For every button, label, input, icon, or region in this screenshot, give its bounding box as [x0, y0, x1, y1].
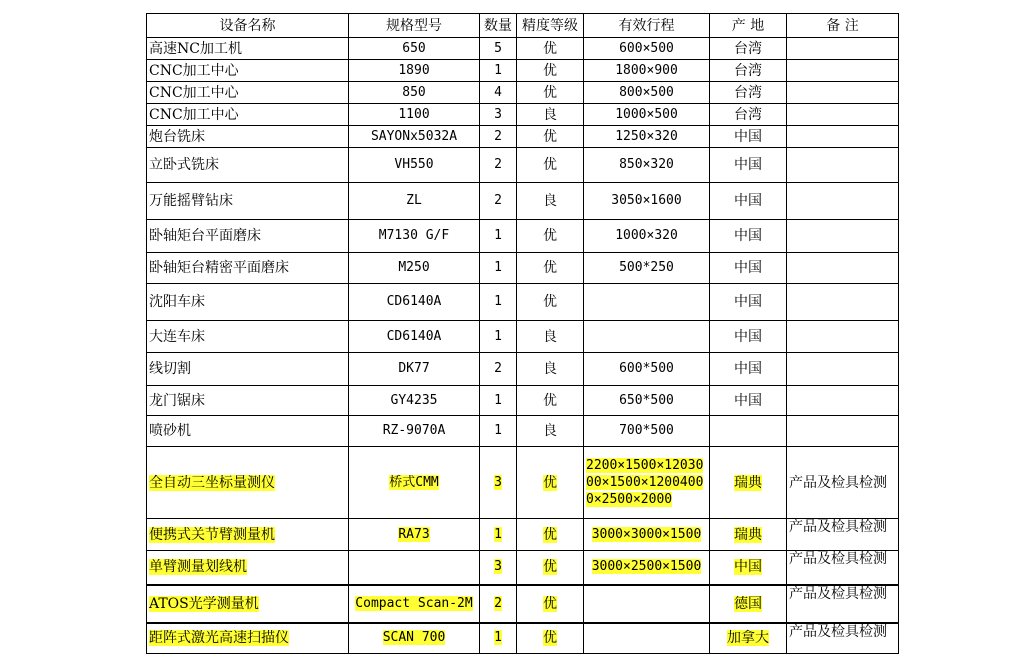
cell-qty: 1 — [480, 60, 517, 82]
cell-origin: 中国 — [710, 126, 787, 148]
cell-origin: 中国 — [710, 183, 787, 220]
cell-grade: 优 — [517, 82, 584, 104]
cell-note: 产品及检具检测 — [787, 519, 899, 551]
cell-note: 产品及检具检测 — [787, 623, 899, 654]
table-row — [147, 623, 899, 654]
cell-name: 大连车床 — [147, 321, 349, 353]
equipment-table — [146, 13, 899, 654]
cell-origin: 瑞典 — [734, 526, 762, 543]
cell-travel: 600*500 — [584, 353, 710, 386]
cell-travel: 2200×1500×1203000×1500×12004000×2500×2000 — [586, 458, 704, 507]
cell-model: 桥式CMM — [389, 474, 439, 490]
header-note: 备 注 — [787, 14, 899, 38]
cell-grade: 优 — [517, 220, 584, 253]
cell-name: 龙门锯床 — [147, 386, 349, 416]
cell-note — [787, 104, 899, 126]
table-row — [147, 253, 899, 284]
cell-note — [787, 126, 899, 148]
cell-qty: 2 — [480, 126, 517, 148]
header-grade: 精度等级 — [517, 14, 584, 38]
cell-grade: 良 — [517, 321, 584, 353]
cell-travel: 850×320 — [584, 148, 710, 183]
cell-origin: 中国 — [710, 386, 787, 416]
table-row — [147, 82, 899, 104]
cell-name: 卧轴矩台平面磨床 — [147, 220, 349, 253]
header-travel: 有效行程 — [584, 14, 710, 38]
cell-travel: 1000×500 — [584, 104, 710, 126]
table-row — [147, 353, 899, 386]
table-row — [147, 447, 899, 519]
cell-qty: 5 — [480, 38, 517, 60]
cell-grade: 优 — [543, 630, 557, 647]
cell-name: CNC加工中心 — [147, 60, 349, 82]
cell-travel: 500*250 — [584, 253, 710, 284]
table-row — [147, 386, 899, 416]
cell-name: 万能摇臂钻床 — [147, 183, 349, 220]
cell-origin: 中国 — [710, 353, 787, 386]
cell-travel: 3050×1600 — [584, 183, 710, 220]
cell-grade: 良 — [517, 353, 584, 386]
cell-origin: 加拿大 — [727, 630, 769, 647]
cell-name: 炮台铣床 — [147, 126, 349, 148]
cell-name: 卧轴矩台精密平面磨床 — [147, 253, 349, 284]
cell-grade: 优 — [543, 595, 557, 612]
cell-name: 喷砂机 — [147, 416, 349, 447]
cell-qty: 2 — [480, 353, 517, 386]
cell-note — [787, 148, 899, 183]
cell-name: 高速NC加工机 — [147, 38, 349, 60]
cell-qty: 4 — [480, 82, 517, 104]
table-row — [147, 60, 899, 82]
cell-qty: 1 — [480, 220, 517, 253]
table-row — [147, 551, 899, 585]
cell-grade: 优 — [517, 148, 584, 183]
cell-origin: 中国 — [710, 284, 787, 321]
cell-model: Compact Scan-2M — [355, 595, 473, 611]
cell-travel — [584, 585, 710, 623]
cell-grade: 优 — [517, 126, 584, 148]
cell-grade: 优 — [517, 284, 584, 321]
cell-note — [787, 416, 899, 447]
cell-model: M7130 G/F — [349, 220, 480, 253]
cell-model: RZ-9070A — [349, 416, 480, 447]
header-qty: 数量 — [480, 14, 517, 38]
table-row — [147, 416, 899, 447]
cell-name: ATOS光学测量机 — [149, 595, 259, 612]
cell-origin: 台湾 — [710, 82, 787, 104]
cell-note — [787, 321, 899, 353]
cell-note — [787, 284, 899, 321]
cell-qty: 1 — [494, 526, 502, 542]
cell-origin: 中国 — [710, 148, 787, 183]
cell-note — [787, 60, 899, 82]
cell-note: 产品及检具检测 — [787, 585, 899, 623]
cell-model: CD6140A — [349, 284, 480, 321]
cell-note — [787, 183, 899, 220]
table-row — [147, 519, 899, 551]
cell-model — [349, 551, 480, 585]
cell-grade: 优 — [517, 60, 584, 82]
cell-name: 单臂测量划线机 — [149, 559, 247, 576]
cell-qty: 2 — [480, 148, 517, 183]
cell-origin: 瑞典 — [734, 474, 762, 491]
table-row — [147, 104, 899, 126]
cell-qty: 1 — [480, 253, 517, 284]
cell-travel: 650*500 — [584, 386, 710, 416]
cell-name: 线切割 — [147, 353, 349, 386]
cell-travel: 800×500 — [584, 82, 710, 104]
cell-name: 全自动三坐标量测仪 — [149, 474, 275, 491]
cell-model: 1890 — [349, 60, 480, 82]
header-name: 设备名称 — [147, 14, 349, 38]
cell-origin: 中国 — [734, 559, 762, 576]
cell-travel: 1250×320 — [584, 126, 710, 148]
cell-origin: 台湾 — [710, 60, 787, 82]
cell-model: SCAN 700 — [382, 630, 446, 646]
cell-name: CNC加工中心 — [147, 104, 349, 126]
cell-model: 650 — [349, 38, 480, 60]
cell-qty: 1 — [480, 416, 517, 447]
table-row — [147, 321, 899, 353]
cell-grade: 优 — [517, 253, 584, 284]
table-row — [147, 38, 899, 60]
cell-name: 便携式关节臂测量机 — [149, 526, 275, 543]
cell-grade: 良 — [517, 416, 584, 447]
cell-grade: 优 — [543, 526, 557, 543]
cell-grade: 优 — [517, 38, 584, 60]
cell-model: RA73 — [398, 526, 430, 542]
header-origin: 产 地 — [710, 14, 787, 38]
cell-qty: 1 — [494, 630, 502, 646]
cell-travel: 700*500 — [584, 416, 710, 447]
cell-qty: 2 — [480, 183, 517, 220]
table-row — [147, 148, 899, 183]
header-row — [147, 14, 899, 38]
cell-travel: 3000×2500×1500 — [591, 559, 702, 575]
cell-model: VH550 — [349, 148, 480, 183]
cell-qty: 1 — [480, 321, 517, 353]
cell-model: 1100 — [349, 104, 480, 126]
table-row — [147, 220, 899, 253]
cell-qty: 1 — [480, 284, 517, 321]
cell-qty: 3 — [480, 104, 517, 126]
cell-grade: 良 — [517, 183, 584, 220]
cell-travel: 1000×320 — [584, 220, 710, 253]
cell-grade: 优 — [517, 386, 584, 416]
cell-origin: 中国 — [710, 321, 787, 353]
cell-travel: 3000×3000×1500 — [591, 526, 702, 542]
table-row — [147, 585, 899, 623]
cell-travel: 600×500 — [584, 38, 710, 60]
cell-name: 沈阳车床 — [147, 284, 349, 321]
cell-origin: 台湾 — [710, 38, 787, 60]
cell-note: 产品及检具检测 — [787, 551, 899, 585]
table-row — [147, 284, 899, 321]
cell-note — [787, 353, 899, 386]
cell-origin: 台湾 — [710, 104, 787, 126]
cell-travel — [584, 623, 710, 654]
cell-grade: 优 — [543, 559, 557, 576]
cell-travel — [584, 321, 710, 353]
cell-qty: 3 — [494, 559, 502, 575]
cell-model: CD6140A — [349, 321, 480, 353]
cell-grade: 优 — [543, 474, 557, 491]
cell-travel: 1800×900 — [584, 60, 710, 82]
cell-model: GY4235 — [349, 386, 480, 416]
cell-model: SAYONx5032A — [349, 126, 480, 148]
cell-origin — [710, 416, 787, 447]
cell-qty: 3 — [494, 474, 502, 490]
cell-origin: 德国 — [734, 595, 762, 612]
cell-note — [787, 220, 899, 253]
cell-name: 立卧式铣床 — [147, 148, 349, 183]
table-row — [147, 126, 899, 148]
cell-grade: 良 — [517, 104, 584, 126]
header-model: 规格型号 — [349, 14, 480, 38]
table-row — [147, 183, 899, 220]
cell-model: 850 — [349, 82, 480, 104]
cell-origin: 中国 — [710, 253, 787, 284]
cell-note — [787, 38, 899, 60]
cell-note — [787, 253, 899, 284]
cell-model: ZL — [349, 183, 480, 220]
cell-note: 产品及检具检测 — [787, 447, 899, 519]
cell-name: CNC加工中心 — [147, 82, 349, 104]
cell-model: M250 — [349, 253, 480, 284]
cell-model: DK77 — [349, 353, 480, 386]
cell-note — [787, 82, 899, 104]
cell-travel — [584, 284, 710, 321]
cell-name: 距阵式激光高速扫描仪 — [149, 630, 289, 647]
cell-origin: 中国 — [710, 220, 787, 253]
cell-note — [787, 386, 899, 416]
cell-qty: 1 — [480, 386, 517, 416]
cell-qty: 2 — [494, 595, 502, 611]
